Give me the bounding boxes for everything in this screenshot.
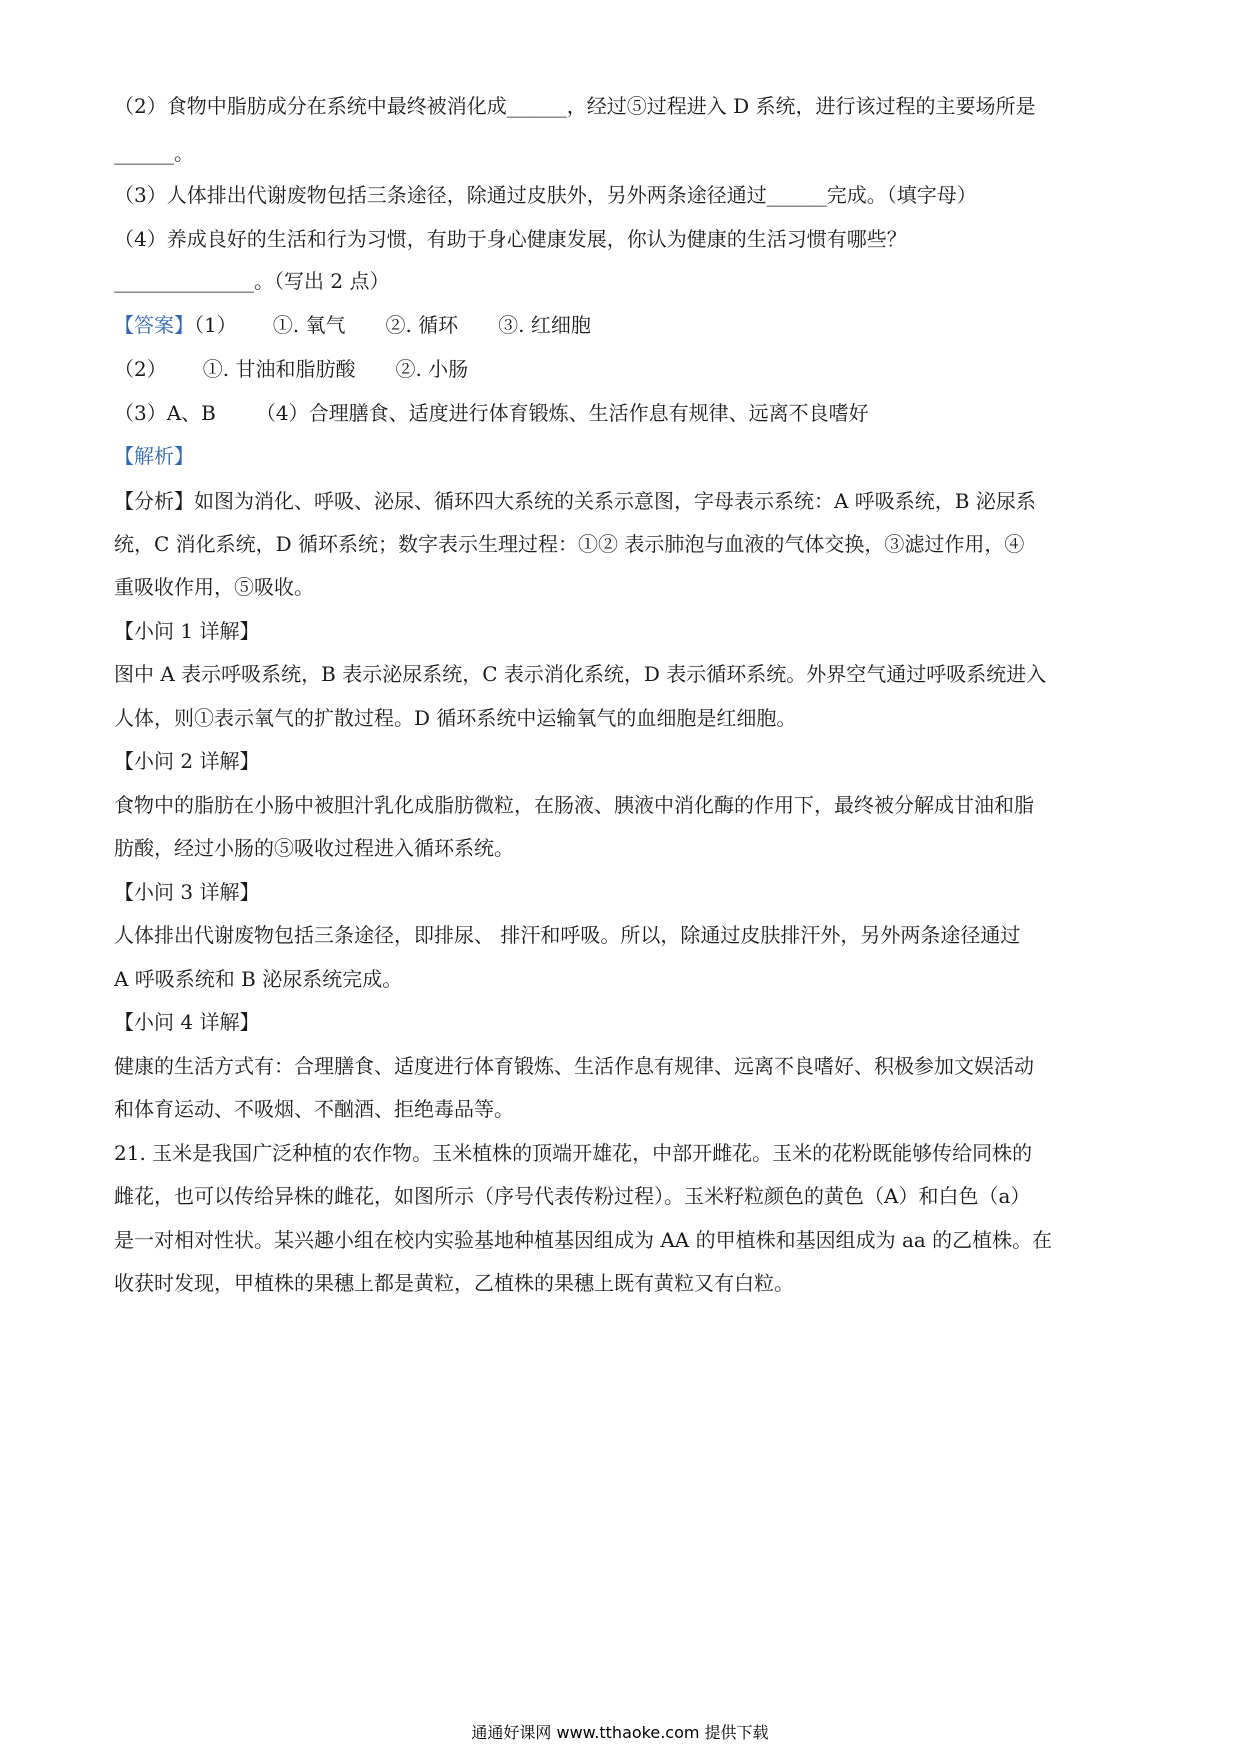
q20-part4-line1: （4）养成良好的生活和行为习惯，有助于身心健康发展，你认为健康的生活习惯有哪些？ [114, 227, 907, 251]
answer-q2-item-1: ①. 甘油和脂肪酸 [202, 357, 356, 381]
sub2-line2: 肪酸，经过小肠的⑤吸收过程进入循环系统。 [114, 836, 514, 860]
q21-line4: 收获时发现，甲植株的果穗上都是黄粒，乙植株的果穗上既有黄粒又有白粒。 [114, 1271, 794, 1295]
sub4-line1: 健康的生活方式有：合理膳食、适度进行体育锻炼、生活作息有规律、远离不良嗜好、积极参加文娱活动 [114, 1054, 1034, 1078]
analysis-label: 【解析】 [114, 444, 194, 468]
sub1-title: 【小问 1 详解】 [114, 619, 260, 643]
answer-q4: （4）合理膳食、适度进行体育锻炼、生活作息有规律、远离不良嗜好 [255, 401, 869, 425]
q21-line1: 21. 玉米是我国广泛种植的农作物。玉米植株的顶端开雄花，中部开雌花。玉米的花粉既能够传给同株的 [114, 1141, 1033, 1165]
answer-q2-item-2: ②. 小肠 [395, 357, 469, 381]
q20-part3: （3）人体排出代谢废物包括三条途径，除通过皮肤外，另外两条途径通过______完成。（填字母） [114, 183, 977, 207]
sub1-line1: 图中 A 表示呼吸系统，B 表示泌尿系统，C 表示消化系统，D 表示循环系统。外界空气通过呼吸系统进入 [114, 662, 1047, 686]
answer-q1-item-3: ③. 红细胞 [498, 313, 591, 337]
footer-watermark: 通通好课网 www.tthaoke.com 提供下载 [471, 1723, 769, 1742]
answer-line2 [114, 354, 468, 384]
answer-label: 【答案】 [114, 313, 194, 337]
sub4-title: 【小问 4 详解】 [114, 1010, 260, 1034]
analysis-fenxi-line3: 重吸收作用，⑤吸收。 [114, 575, 314, 599]
sub3-title: 【小问 3 详解】 [114, 880, 260, 904]
sub4-line2: 和体育运动、不吸烟、不酗酒、拒绝毒品等。 [114, 1097, 514, 1121]
sub3-line2: A 呼吸系统和 B 泌尿系统完成。 [114, 967, 403, 991]
q20-part4-line2: ______________。（写出 2 点） [114, 269, 390, 293]
sub3-line1: 人体排出代谢废物包括三条途径，即排尿、 排汗和呼吸。所以，除通过皮肤排汗外，另外两条途径通过 [114, 923, 1021, 947]
answer-line3 [114, 398, 869, 428]
q20-part2-line2: ______。 [114, 141, 194, 165]
answer-q1-item-1: ①. 氧气 [272, 313, 346, 337]
answer-q1-prefix: （1） [194, 313, 237, 337]
answer-q1-item-2: ②. 循环 [385, 313, 459, 337]
sub1-line2: 人体，则①表示氧气的扩散过程。D 循环系统中运输氧气的血细胞是红细胞。 [114, 706, 797, 730]
sub2-line1: 食物中的脂肪在小肠中被胆汁乳化成脂肪微粒，在肠液、胰液中消化酶的作用下，最终被分解成甘油和脂 [114, 793, 1034, 817]
analysis-fenxi-line2: 统，C 消化系统，D 循环系统；数字表示生理过程：①② 表示肺泡与血液的气体交换，③滤过作用，④ [114, 532, 1025, 556]
q21-line2: 雌花，也可以传给异株的雌花，如图所示（序号代表传粉过程）。玉米籽粒颜色的黄色（A）和白色（a） [114, 1184, 1031, 1208]
sub2-title: 【小问 2 详解】 [114, 749, 260, 773]
answer-q3: （3）A、B [114, 401, 216, 425]
answer-q2-prefix: （2） [114, 357, 167, 381]
analysis-fenxi-line1: 【分析】如图为消化、呼吸、泌尿、循环四大系统的关系示意图，字母表示系统：A 呼吸系统，B 泌尿系 [114, 489, 1036, 513]
q21-line3: 是一对相对性状。某兴趣小组在校内实验基地种植基因组成为 AA 的甲植株和基因组成为 aa 的乙植株。在 [114, 1228, 1053, 1252]
answer-line1 [114, 310, 591, 340]
q20-part2-line1: （2）食物中脂肪成分在系统中最终被消化成______，经过⑤过程进入 D 系统，进行该过程的主要场所是 [114, 94, 1036, 118]
